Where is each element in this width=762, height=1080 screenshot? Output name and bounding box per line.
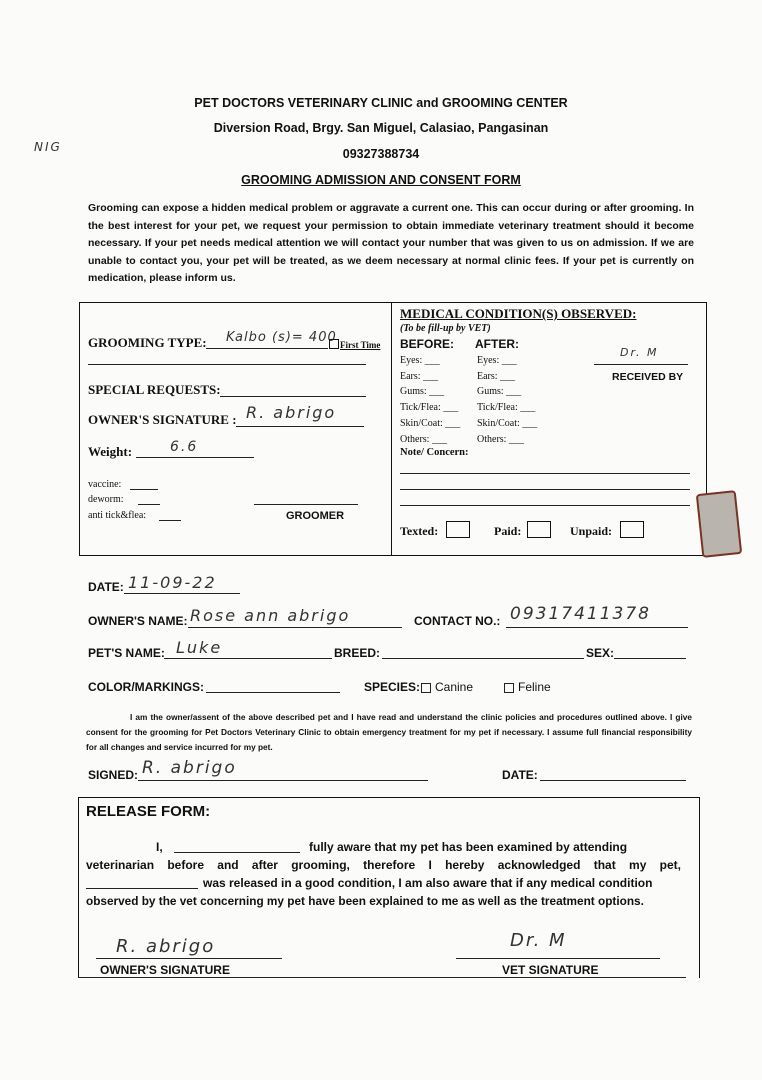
species-label: SPECIES: (364, 680, 421, 694)
breed-line (382, 658, 584, 659)
pet-name-line (164, 658, 332, 659)
groomer-line (254, 504, 358, 505)
breed-label: BREED: (334, 646, 381, 660)
color-label: COLOR/MARKINGS: (88, 680, 204, 694)
before-list (400, 353, 460, 447)
canine-checkbox[interactable] (421, 683, 431, 693)
grooming-type-line (206, 348, 328, 349)
sex-label: SEX: (586, 646, 615, 660)
release-vet-sig-line (456, 958, 660, 959)
release-title: RELEASE FORM: (86, 803, 211, 820)
received-by-label: RECEIVED BY (612, 371, 684, 383)
note-line-3 (400, 505, 690, 506)
medical-title: MEDICAL CONDITION(S) OBSERVED: (400, 306, 637, 321)
after-skin-coat: Skin/Coat: ___ (477, 417, 538, 429)
box-divider (391, 302, 392, 556)
weight-line (136, 457, 254, 458)
canine-label: Canine (435, 680, 474, 694)
note-line-1 (400, 473, 690, 474)
contact-label: CONTACT NO.: (414, 614, 501, 628)
first-time-label: First Time (340, 340, 381, 350)
pet-name-value[interactable]: Luke (176, 638, 223, 657)
weight-value[interactable]: 6.6 (170, 439, 199, 455)
owner-name-line (188, 627, 402, 628)
paid-checkbox[interactable] (527, 521, 551, 538)
unpaid-label: Unpaid: (570, 524, 613, 538)
signed-date-label: DATE: (502, 768, 538, 782)
after-others: Others: ___ (477, 433, 524, 445)
release-owner-sig-line (96, 958, 282, 959)
before-label: BEFORE: (400, 337, 454, 351)
texted-checkbox[interactable] (446, 521, 470, 538)
before-eyes: Eyes: ___ (400, 355, 440, 366)
date-label: DATE: (88, 580, 124, 594)
deworm-line (138, 504, 160, 505)
signed-date-line (540, 780, 686, 781)
weight-label: Weight: (88, 444, 133, 459)
feline-checkbox[interactable] (504, 683, 514, 693)
feline-label: Feline (518, 680, 551, 694)
before-others: Others: ___ (400, 433, 447, 445)
color-line (206, 692, 340, 693)
clinic-phone: 09327388734 (342, 147, 420, 161)
release-line1-suffix: fully aware that my pet has been examined by attending (309, 840, 628, 854)
grooming-type-line-2 (88, 364, 366, 365)
contact-line (506, 627, 688, 628)
release-line4: observed by the vet concerning my pet have been explained to me as well as the treatment options. (86, 894, 644, 908)
date-line (124, 593, 240, 594)
clinic-name: PET DOCTORS VETERINARY CLINIC and GROOMING CENTER (194, 96, 568, 110)
owner-signature-line (236, 426, 364, 427)
before-tick-flea: Tick/Flea: ___ (400, 402, 459, 414)
after-ears: Ears: ___ (477, 370, 516, 382)
release-vet-sig-label: VET SIGNATURE (502, 963, 599, 977)
vaccine-label: vaccine: (88, 479, 122, 490)
signed-line (138, 780, 428, 781)
release-owner-sig-value: R. abrigo (116, 936, 216, 957)
after-gums: Gums: ___ (477, 386, 522, 398)
canine-option[interactable] (421, 680, 473, 694)
special-requests-label: SPECIAL REQUESTS: (88, 382, 221, 397)
staple-mark (696, 490, 742, 558)
anti-tick-label: anti tick&flea: (88, 510, 147, 521)
after-tick-flea: Tick/Flea: ___ (477, 402, 536, 414)
consent-paragraph: I am the owner/assent of the above described pet and I have read and understand the clinic policies and procedures outlined above. I give consent for the grooming for Pet Doctors Veterinary Clinic to obtain emergency treatment for my pet if necessary. I assume full financial responsibility for all changes and service incurred for my pet. (86, 712, 692, 752)
intro-paragraph: Grooming can expose a hidden medical problem or aggravate a current one. This can occur during or after grooming. In the best interest for your pet, we request your permission to obtain immediate veterinary treatment should it become necessary. If your pet needs medical attention we will contact your number that was given to us on admission. If we are unable to contact you, your pet will be treated, as we deem necessary at normal clinic fees. If your pet is currently on medication, please inform us. (88, 202, 694, 284)
after-label: AFTER: (475, 337, 519, 351)
grooming-type-value[interactable]: Kalbo (s)= 400 (226, 330, 337, 345)
release-line1-prefix: I, (156, 840, 163, 854)
release-line2: veterinarian before and after grooming, therefore I hereby acknowledged that my pet, (86, 858, 681, 872)
before-skin-coat: Skin/Coat: ___ (400, 417, 461, 429)
note-line-2 (400, 489, 690, 490)
date-value[interactable]: 11-09-22 (128, 573, 217, 592)
medical-subtitle: (To be fill-up by VET) (400, 323, 491, 334)
paid-label: Paid: (494, 524, 522, 538)
anti-tick-line (159, 520, 181, 521)
received-by-line (594, 364, 688, 365)
signed-label: SIGNED: (88, 768, 139, 782)
pet-name-label: PET'S NAME: (88, 646, 165, 660)
owner-signature-label: OWNER'S SIGNATURE : (88, 412, 237, 427)
release-name-line (174, 852, 300, 853)
owner-signature-value: R. abrigo (246, 403, 337, 422)
received-by-value: Dr. M (620, 346, 659, 359)
special-requests-line (220, 396, 366, 397)
signed-value: R. abrigo (142, 758, 237, 778)
first-time-checkbox[interactable] (329, 339, 339, 349)
vaccine-line (130, 489, 158, 490)
feline-option[interactable] (504, 680, 551, 694)
before-ears: Ears: ___ (400, 370, 439, 382)
deworm-label: deworm: (88, 494, 124, 505)
contact-value[interactable]: 09317411378 (510, 604, 651, 624)
clinic-address: Diversion Road, Brgy. San Miguel, Calasiao, Pangasinan (213, 121, 549, 135)
side-note: NIG (34, 140, 62, 154)
release-owner-sig-label: OWNER'S SIGNATURE (100, 963, 230, 977)
release-line3-suffix: was released in a good condition, I am also aware that if any medical condition (203, 876, 653, 890)
texted-label: Texted: (400, 524, 439, 538)
release-bottom-line (78, 977, 686, 978)
after-list (477, 353, 537, 447)
sex-line (614, 658, 686, 659)
form-title: GROOMING ADMISSION AND CONSENT FORM (241, 173, 521, 187)
release-pet-line (86, 888, 198, 889)
note-label: Note/ Concern: (400, 447, 469, 458)
owner-name-label: OWNER'S NAME: (88, 614, 188, 628)
after-eyes: Eyes: ___ (477, 355, 517, 366)
unpaid-checkbox[interactable] (620, 521, 644, 538)
grooming-type-label: GROOMING TYPE: (88, 335, 207, 350)
before-gums: Gums: ___ (400, 386, 445, 398)
release-vet-sig-value: Dr. M (510, 930, 567, 951)
groomer-label: GROOMER (286, 510, 345, 522)
owner-name-value[interactable]: Rose ann abrigo (190, 606, 351, 625)
